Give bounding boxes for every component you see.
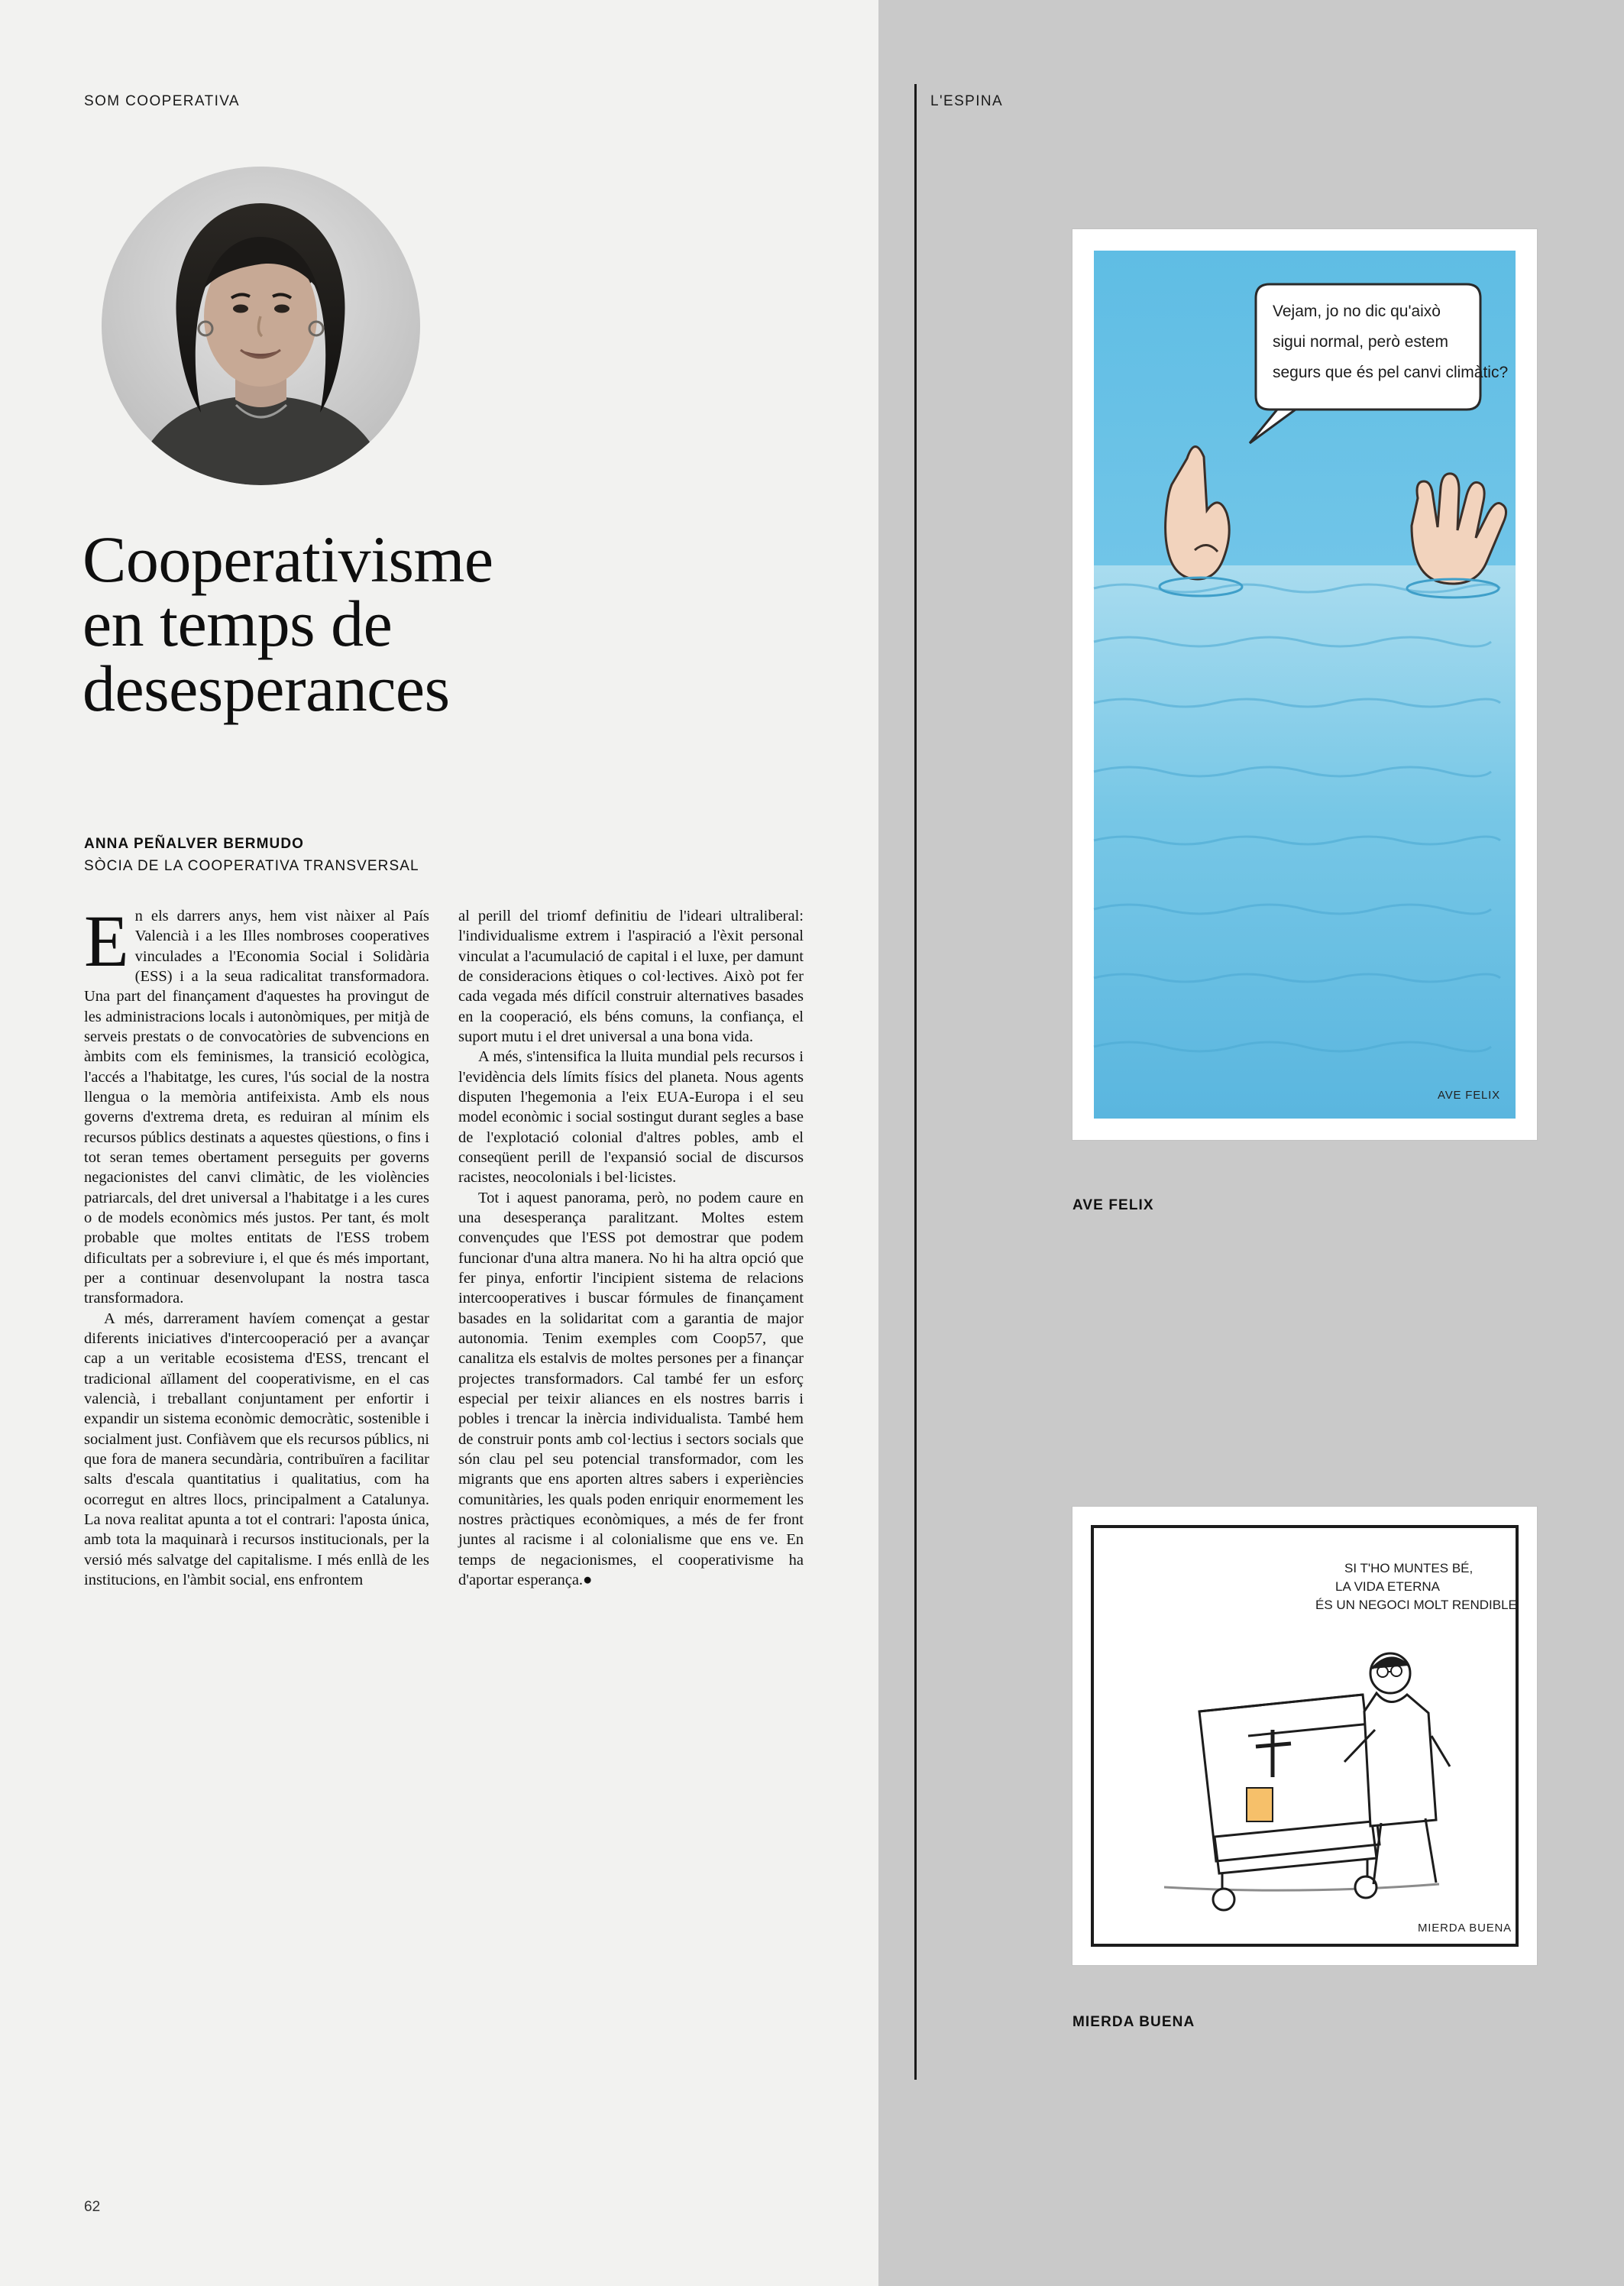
svg-text:LA VIDA ETERNA: LA VIDA ETERNA [1335, 1579, 1440, 1594]
svg-text:SI T'HO MUNTES BÉ,: SI T'HO MUNTES BÉ, [1344, 1561, 1474, 1575]
running-head-left: SOM COOPERATIVA [84, 93, 240, 109]
portrait-image [102, 167, 420, 485]
running-head-right: L'ESPINA [930, 93, 1004, 109]
svg-text:AVE FELIX: AVE FELIX [1438, 1089, 1500, 1102]
svg-text:ÉS UN NEGOCI MOLT RENDIBLE: ÉS UN NEGOCI MOLT RENDIBLE [1315, 1598, 1517, 1612]
paragraph: A més, s'intensifica la lluita mundial pels recursos i l'evidència dels límits físics del planeta. Nous agents disputen l'hegemonia a l'eix EUA-Europa i el seu model econòmic i social sostingut durant segles a base de l'explotació colonial d'altres pobles, amb el conseqüent perill de l'expansió social de discursos racistes, neocolonials i bel·licistes. [458, 1048, 804, 1187]
page-number: 62 [84, 2199, 101, 2215]
page-title [82, 523, 678, 725]
svg-text:segurs que és pel canvi climàt: segurs que és pel canvi climàtic? [1273, 364, 1509, 381]
byline-author: ANNA PEÑALVER BERMUDO [84, 836, 305, 852]
headline-line-2: en temps de [82, 587, 393, 661]
cartoon-2-caption: MIERDA BUENA [1072, 2014, 1195, 2030]
paragraph: Tot i aquest panorama, però, no podem caure en una desesperança paralitzant. Moltes estem convençudes que l'ESS pot demostrar que podem funcionar d'una altra manera. No hi ha altra opció que fer pinya, enfortir l'incipient sistema de relacions intercooperatives i buscar fórmules de finançament basades en la solidaritat com a garantia de major autonomia. Tenim exemples com Coop57, que canalitza els estalvis de moltes persones per a finançar projectes transformadors. Cal també fer un esforç especial per teixir aliances en els nostres barris i pobles i trencar la inèrcia individualista. També hem de construir ponts amb col·lectius i sectors socials que són clau pel seu potencial transformador, com les migrants que ens aporten altres sabers i experiències comunitàries, les quals poden enriquir enormement les nostres pràctiques econòmiques, a més de fer front juntes al racisme i al colonialisme que ens ve. En temps de negacionismes, el cooperativisme ha d'aportar esperança.● [458, 1189, 804, 1588]
svg-text:MIERDA BUENA: MIERDA BUENA [1418, 1922, 1512, 1935]
byline-role: SÒCIA DE LA COOPERATIVA TRANSVERSAL [84, 858, 419, 874]
body-column-1 [84, 900, 429, 1590]
svg-text:Vejam, jo no dic qu'això: Vejam, jo no dic qu'això [1273, 303, 1441, 320]
svg-text:sigui normal, però estem: sigui normal, però estem [1273, 333, 1448, 351]
author-portrait [102, 167, 420, 485]
paragraph [84, 900, 429, 1309]
vertical-divider-rule [914, 84, 917, 2080]
cartoon-mierda-buena-image [1072, 1507, 1537, 1965]
paragraph-text: n els darrers anys, hem vist nàixer al País Valencià i a les Illes nombroses cooperatives vinculades a l'Economia Social i Solidària (ESS) i a la seua radicalitat transformadora. Una part del finançament d'aquestes ha provingut de les administracions locals i autonòmiques, per mitjà de serveis prestats o de convocatòries de subvencions en àmbits com els feminismes, la transició ecològica, l'accés a l'habitatge, les cures, l'ús social de la nostra llengua o la memòria antifeixista. Amb els nous governs d'extrema dreta, es reduiran al mínim els recursos públics destinats a aquestes qüestions, o fins i tot seran temes obertament perseguits per governs negacionistes del canvi climàtic, de les violències patriarcals, del dret universal a l'habitatge i a les cures o de models econòmics més justos. Per tant, és molt probable que moltes entitats de l'ESS trobem dificultats per a sobreviure i, el que és més important, per a continuar desenvolupant la nostra tasca transformadora. [84, 908, 429, 1307]
cartoon-ave-felix-image [1072, 229, 1537, 1140]
drop-cap: E [84, 900, 129, 982]
body-column-2 [458, 906, 804, 1590]
cartoon-1-caption: AVE FELIX [1072, 1197, 1154, 1213]
paragraph: A més, darrerament havíem començat a gestar diferents iniciatives d'intercooperació per a avançar cap a un veritable ecosistema d'ESS, trencant el tradicional aïllament del cooperativisme, en el cas valencià, i treballant conjuntament per enfortir i expandir un sistema econòmic democràtic, sostenible i socialment just. Confiàvem que els recursos públics, ni que fora de manera secundària, contribuïren a facilitar salts d'escala quantitatius i qualitatius, com ha ocorregut en altres llocs, principalment a Catalunya. La nova realitat apunta a tot el contrari: l'aposta única, amb tota la maquinarà i recursos institucionals, per la versió més salvatge del capitalisme. I més enllà de les institucions, en l'àmbit social, ens enfrontem [84, 1310, 429, 1588]
headline-line-3: desesperances [82, 651, 450, 725]
byline [84, 836, 419, 875]
paragraph: al perill del triomf definitiu de l'ideari ultraliberal: l'individualisme extrem i l'aspiració a l'èxit personal vinculat a l'acumulació de capital i el luxe, per damunt de consideracions ètiques o col·lectives. Això pot fer cada vegada més difícil construir alternatives basades en la cooperació, els béns comuns, la confiança, el suport mutu i el dret universal a una bona vida. [458, 908, 804, 1045]
headline-line-1: Cooperativisme [82, 523, 493, 596]
cartoon-ave-felix [1072, 229, 1537, 1140]
cartoon-mierda-buena [1072, 1507, 1537, 1965]
